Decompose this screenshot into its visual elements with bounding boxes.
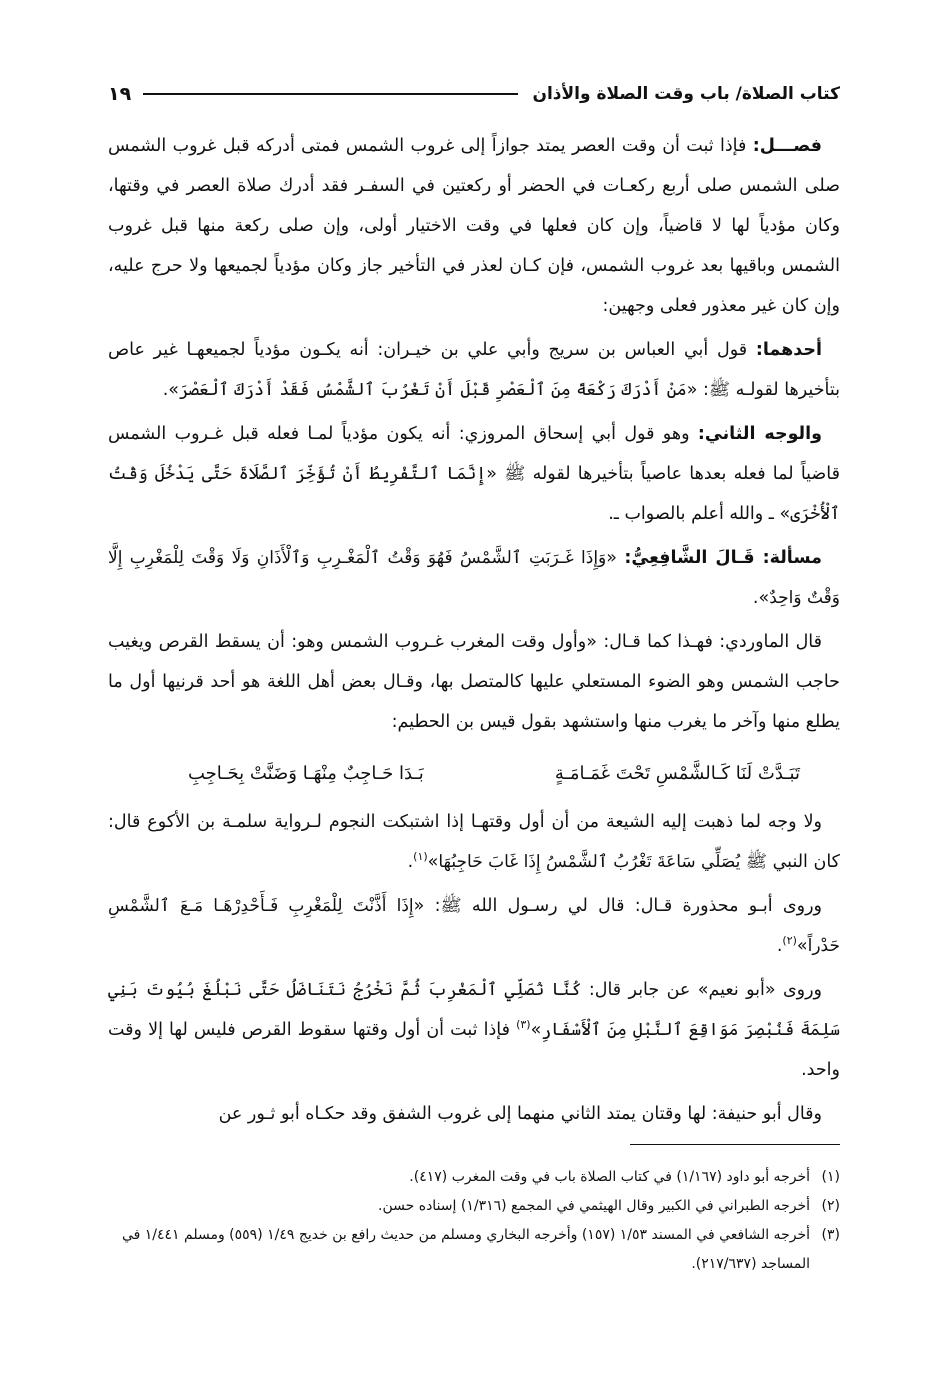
paragraph-text: وقال أبو حنيفة: لها وقتان يمتد الثاني منهما إلى غروب الشفق وقد حكـاه أبو ثـور عن — [218, 1104, 822, 1124]
footnote-item — [108, 1163, 840, 1192]
paragraph-abu-hanifa — [108, 1094, 840, 1134]
footnote-ref: (١) — [413, 850, 428, 864]
book-page — [108, 74, 840, 1334]
paragraph-first-view — [108, 330, 840, 410]
masala-lead: مسألة: قَـالَ الشَّافِعِيُّ: — [624, 548, 822, 568]
paragraph-text: قال الماوردي: فهـذا كما قـال: «وأول وقت المغرب غـروب الشمس وهو: أن يسقط القرص ويغيب حاجب الشمس وهو الضوء المستعلي عليها كالمتصل بها، وقـال بعض أهل اللغة هو أحد قرنيها أول ما يطلع منها وآخر ما يغرب منها واستشهد بقول قيس بن الحطيم: — [108, 632, 840, 732]
paragraph-end: فإذا ثبت أن أول وقتها سقوط القرص فليس لها إلا وقت واحد. — [108, 1020, 840, 1080]
paragraph-text: « — [606, 548, 625, 568]
footnote-number: (٢) — [821, 1198, 840, 1214]
footnote-text: أخرجه الشافعي في المسند ١/٥٣ (١٥٧) وأخرجه البخاري ومسلم من حديث رافع بن خديج ١/٤٩ (٥٥٩) ومسلم ١/٤٤١ في المساجد (٢١٧/٦٣٧). — [121, 1227, 810, 1272]
paragraph-text: فإذا ثبت أن وقت العصر يمتد جوازاً إلى غروب الشمس فمتى أدركه قبل غروب الشمس صلى الشمس صلى أربع ركعـات في الحضر أو ركعتين في السفـر فقد أدرك صلاة العصر في وقتها، وكان مؤدياً لها لا قاضياً، وإن كان فعلها في وقت الاختيار أولى، وإن صلى ركعة منها قبل غروب الشمس وباقيها بعد غروب الشمس، فإن كـان لعذر في التأخير جاز وكان مؤدياً لجميعها ولا حرج عليه، وإن كان غير معذور فعلى وجهين: — [108, 136, 840, 316]
paragraph-lead: أحدهما: — [755, 340, 822, 360]
footnote-item — [108, 1221, 840, 1279]
quote-close: » — [796, 936, 808, 956]
quote-close: ». — [752, 588, 770, 608]
paragraph-text: وروى أبـو محذورة قـال: قال لي رسـول الله ﷺ: « — [413, 896, 822, 916]
footnote-ref: (٢) — [782, 934, 797, 948]
verse-second-hemistich: بَـدَا حَـاجِبٌ مِنْهَـا وَضَنَّتْ بِحَـاجِبِ — [188, 763, 424, 784]
main-text — [108, 126, 840, 1134]
footnote-number: (١) — [821, 1169, 840, 1185]
paragraph-shia — [108, 802, 840, 882]
running-head — [108, 74, 840, 114]
paragraph-text: وهو قول أبي إسحاق المروزي: أنه يكون مؤدياً لمـا فعله قبل غـروب الشمس قاضياً لما فعله بعدها عاصياً بتأخيرها لقوله ﷺ « — [108, 424, 840, 484]
quote-close: ». — [162, 380, 180, 400]
hadith-quote: إِنَّمَا ٱلتَّفْرِيطُ أَنْ تُؤَخِّرَ ٱلصَّلَاةَ حَتَّى يَدْخُلَ وَقْتُ ٱلْأُخْرَى — [108, 464, 840, 524]
paragraph-text: ولا وجه لما ذهبت إليه الشيعة من أن أول وقتهـا إذا اشتبكت النجوم لـرواية سلمـة بن الأكوع قال: كان النبي ﷺ — [108, 812, 840, 872]
header-rule — [143, 93, 518, 95]
paragraph-lead: والوجه الثاني: — [697, 424, 823, 444]
paragraph-text: قول أبي العباس بن سريج وأبي علي بن خيـران: أنه يكـون مؤدياً لجميعهـا غير عاص بتأخيرها لقولـه ﷺ: « — [108, 340, 840, 400]
footnote-separator — [630, 1144, 840, 1145]
footnote-text: أخرجه أبو داود (١/١٦٧) في كتاب الصلاة باب في وقت المغرب (٤١٧). — [409, 1169, 810, 1185]
footnote-number: (٣) — [821, 1227, 840, 1243]
hadith-quote: كُنَّا نُصَلِّي ٱلْمَغْرِبَ ثُمَّ نَخْرُجُ نَتَنَاضَلُ حَتَّى نَبْلُغَ بُيُوتَ بَنِي سَلِمَةَ فَنُبْصِرَ مَوَاقِعَ ٱلنَّبْلِ مِنَ ٱلْأَسْفَارِ — [108, 980, 840, 1040]
paragraph-end: . — [776, 936, 783, 956]
verse-first-hemistich: تَبَـدَّتْ لَنَا كَـالشَّمْسِ تَحْتَ غَمَـامَـةٍ — [554, 763, 800, 784]
paragraph-text: وروى «أبو نعيم» عن جابر قال: — [581, 980, 822, 1000]
paragraph-abu-nuaym — [108, 970, 840, 1090]
quote-close: » ـ والله أعلم بالصواب ـ. — [608, 504, 791, 524]
paragraph-end: . — [407, 852, 414, 872]
page-number: ١٩ — [108, 83, 132, 105]
footnote-text: أخرجه الطبراني في الكبير وقال الهيثمي في المجمع (١/٣١٦) إسناده حسن. — [378, 1198, 810, 1214]
hadith-quote: يُصَلِّي سَاعَةَ تَغْرُبُ ٱلشَّمْسُ إِذَا غَابَ حَاجِبُهَا — [438, 852, 741, 872]
footnotes — [108, 1163, 840, 1279]
hadith-quote: مَنْ أَدْرَكَ رَكْعَةً مِنَ ٱلْعَصْرِ قَبْلَ أَنْ تَغْرُبَ ٱلشَّمْسُ فَقَدْ أَدْرَكَ ٱلْعَصْرَ — [179, 380, 687, 400]
footnote-ref: (٣) — [516, 1018, 531, 1032]
paragraph-abu-mahdhura — [108, 886, 840, 966]
shafii-quote: وَإِذَا غَـرَبَتِ ٱلشَّمْسُ فَهُوَ وَقْتُ ٱلْمَغْـرِبِ وَٱلْأَذَانِ وَلَا وَقْتَ لِلْمَغْرِبِ إِلَّا وَقْتٌ وَاحِدٌ — [108, 548, 840, 608]
paragraph-mawardi — [108, 622, 840, 742]
paragraph-second-view — [108, 414, 840, 534]
quote-close: » — [427, 852, 439, 872]
chapter-title: كتاب الصلاة/ باب وقت الصلاة والأذان — [532, 84, 840, 104]
hadith-quote: إِذَا أَذَّنْتَ لِلْمَغْرِبِ فَـأَحْدِرْهَـا مَـعَ ٱلشَّمْسِ حَدْراً — [108, 896, 840, 956]
paragraph-fasl — [108, 126, 840, 326]
section-lead: فصـــل: — [752, 136, 822, 156]
paragraph-masala — [108, 538, 840, 618]
poetry-verse — [108, 746, 840, 802]
quote-close: » — [530, 1020, 542, 1040]
footnote-item — [108, 1192, 840, 1221]
